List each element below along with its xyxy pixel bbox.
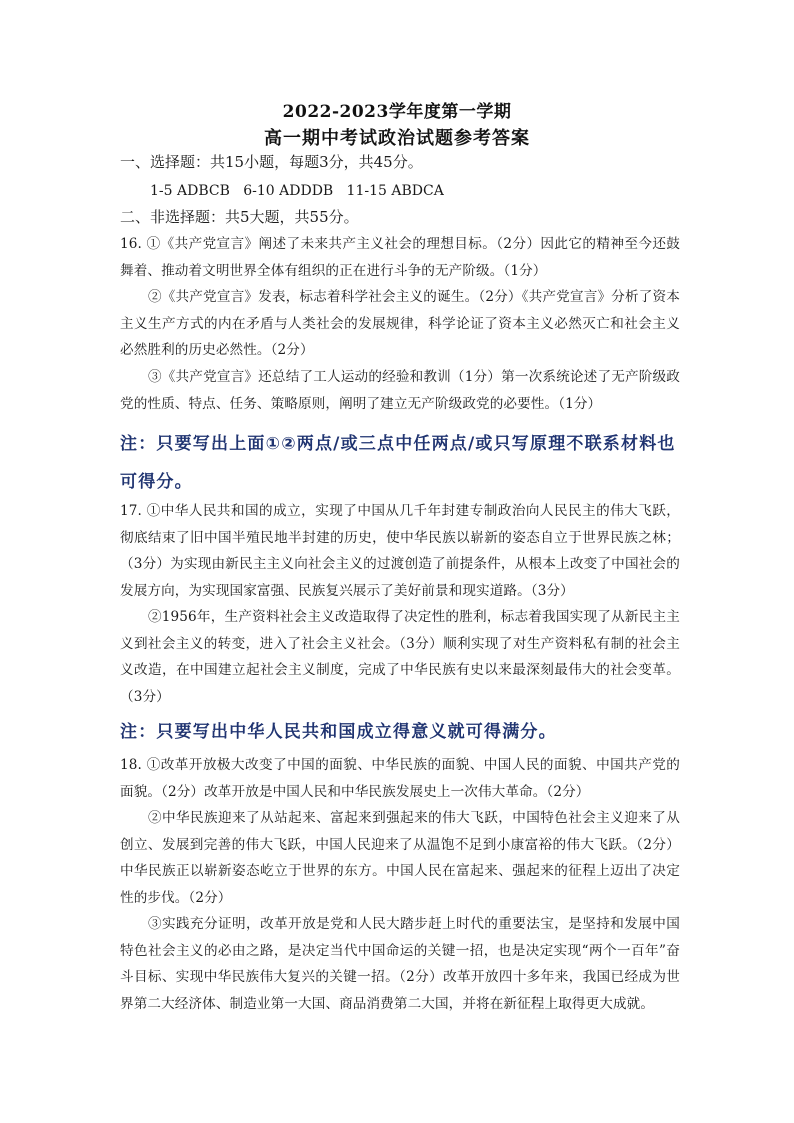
choice-answers: 1-5 ADBCB 6-10 ADDDB 11-15 ABDCA — [150, 183, 444, 199]
q18-point1: 18. ①改革开放极大改变了中国的面貌、中华民族的面貌、中国人民的面貌、中国共产党的面貌。（2分）改革开放是中国人民和中华民族发展史上一次伟大革命。（2分） — [120, 757, 680, 800]
q16-point3: ③《共产党宣言》还总结了工人运动的经验和教训（1分）第一次系统论述了无产阶级政党的性质、特点、任务、策略原则，阐明了建立无产阶级政党的必要性。（1分） — [120, 369, 680, 412]
q17-note: 注：只要写出中华人民共和国成立得意义就可得满分。 — [120, 722, 557, 742]
page-title: 高一期中考试政治试题参考答案 — [264, 128, 530, 149]
q16-point2: ②《共产党宣言》发表，标志着科学社会主义的诞生。（2分）《共产党宣言》分析了资本主义生产方式的内在矛盾与人类社会的发展规律，科学论证了资本主义必然灭亡和社会主义必然胜利的历史必然性。（2分） — [120, 289, 680, 359]
q16-point1: 16. ①《共产党宣言》阐述了未来共产主义社会的理想目标。（2分）因此它的精神至今还鼓舞着、推动着文明世界全体有组织的正在进行斗争的无产阶级。（1分） — [120, 236, 680, 279]
section1-heading: 一、选择题：共15小题，每题3分，共45分。 — [120, 153, 423, 171]
q17-point2: ②1956年，生产资料社会主义改造取得了决定性的胜利，标志着我国实现了从新民主主义到社会主义的转变，进入了社会主义社会。（3分）顺利实现了对生产资料私有制的社会主义改造，在中国建立起社会主义制度，完成了中华民族有史以来最深刻最伟大的社会变革。（3分） — [120, 609, 680, 705]
q17-point1: 17. ①中华人民共和国的成立，实现了中国从几千年封建专制政治向人民民主的伟大飞跃，彻底结束了旧中国半殖民地半封建的历史，使中华民族以崭新的姿态自立于世界民族之林；（3分）为实现由新民主主义向社会主义的过渡创造了前提条件，从根本上改变了中国社会的发展方向，为实现国家富强、民族复兴展示了美好前景和现实道路。（3分） — [120, 503, 680, 599]
page-title-year: 2022-2023学年度第一学期 — [282, 102, 512, 122]
q16-note: 注：只要写出上面①②两点/或三点中任两点/或只写原理不联系材料也可得分。 — [120, 434, 676, 492]
section2-heading: 二、非选择题：共5大题，共55分。 — [120, 208, 359, 226]
q18-point3: ③实践充分证明，改革开放是党和人民大踏步赶上时代的重要法宝，是坚持和发展中国特色社会主义的必由之路，是决定当代中国命运的关键一招，也是决定实现“两个一百年”奋斗目标、实现中华民族伟大复兴的关键一招。（2分）改革开放四十多年来，我国已经成为世界第二大经济体、制造业第一大国、商品消费第二大国，并将在新征程上取得更大成就。 — [120, 916, 680, 1012]
q18-point2: ②中华民族迎来了从站起来、富起来到强起来的伟大飞跃，中国特色社会主义迎来了从创立、发展到完善的伟大飞跃，中国人民迎来了从温饱不足到小康富裕的伟大飞跃。（2分）中华民族正以崭新姿态屹立于世界的东方。中国人民在富起来、强起来的征程上迈出了决定性的步伐。（2分） — [120, 810, 680, 906]
